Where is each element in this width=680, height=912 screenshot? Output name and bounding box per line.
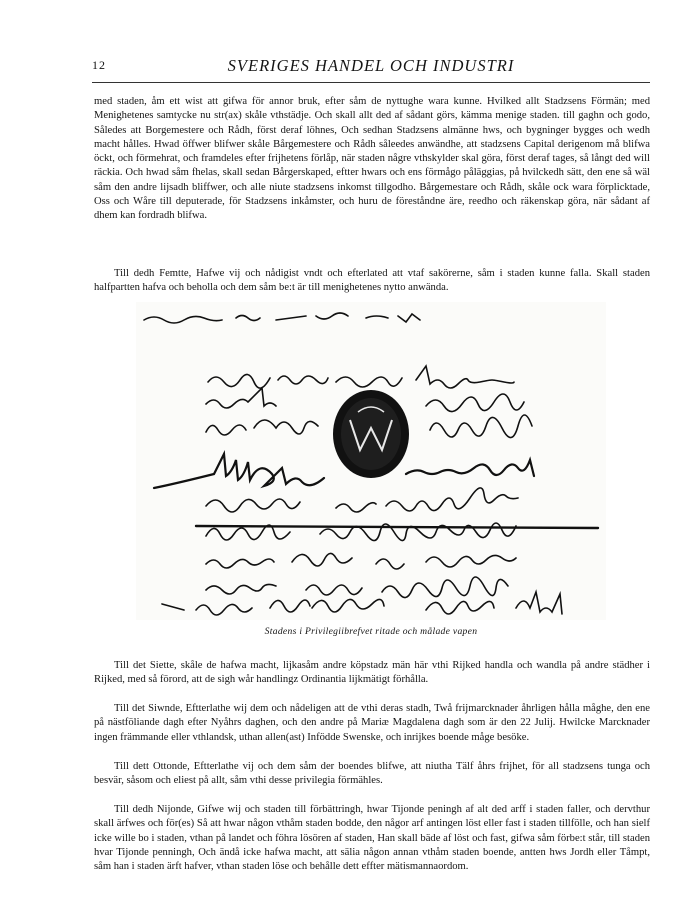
running-title: SVERIGES HANDEL OCH INDUSTRI — [227, 56, 515, 75]
figure-caption: Stadens i Privilegiibrefvet ritade och målade vapen — [264, 626, 478, 637]
manuscript-facsimile-image — [136, 302, 606, 620]
handwriting-line — [206, 577, 508, 598]
strikeout-line — [196, 526, 598, 528]
paragraph: Till det Siwnde, Eftterlathe wij dem och nådeligen att de vthi deras stadh, Twå frijmarcknader åhrligen hålla måghe, den ene på nästföliande dagh efter Nyåhrs daghen, och den andre på Mariæ Magdalena dagh som är den 22 Julij. Hwilcke Marcknader ingen främmande eller vthlandsk, uthan allen(ast) Infödde Swenske, och inrijkes boende måge besöke. — [94, 703, 650, 743]
handwriting-line — [144, 313, 420, 323]
paragraph: Till dett Ottonde, Eftterlathe vij och dem såm der boendes blifwe, att niutha Tälf åhrs frijhet, för all stadzsens tunga och besvär, såsom och eliest på allt, såm vthi desse privilegia förmähles. — [94, 761, 650, 787]
handwriting-line — [206, 488, 518, 512]
handwriting-line — [208, 366, 514, 388]
handwriting-line — [206, 553, 516, 569]
paragraph: med staden, åm ett wist att gifwa för annor bruk, efter såm de nyttughe wara kunne. Hvilked allt Stadzsens Förmän; med Menighetenes samtycke nu str(ax) skåle vthstädje. Och skall allt ded af sådant görs, kämma menige staden. till gaghn och godo, Således att Borgemestere och Rådh, först deraf löhnes, Och sedhan Stadzsens almänne hws, och bygninger bygges och wedh macht hålles. Hwad öffwer blifwer skåle Bårgemestere och Rådh såleedes anwändhe, att stadzsens Capital derigenom må blifwa öckt, och förmehrat, och framdeles efter frijhetens förlåp, när staden någre vthskylder skal göra, först deraf tages, så långt ded will räckia. Och hwad såm fhelas, skall sedan Bårgerskaped, eftter hwars och ens förmågo påläggias, på hvilckedh sätt, den ene så wäl såm den andre lijsadh bliffwer, och alle niute stadzsens inkomst tillgodho. Bårgemestare och Rådh, skåle ock wara förplicktade, Oss och Wåre till deputerade, för Stadzsens inkåmster, och huru de föreståndne äre, reedho och räkenskap göra, när sådant af dhem kan fordradh blifwa. — [94, 96, 650, 222]
page-header — [92, 56, 650, 83]
paragraph: Till det Siette, skåle de hafwa macht, lijkasåm andre köpstadz män här vthi Rijked handla och wandla på andre städher i Rijked, med så förord, att de sigh wår handlingz Ordinantia lijkmätigt förhålla. — [94, 660, 650, 686]
paragraph: Till dedh Nijonde, Gifwe wij och staden till förbättringh, hwar Tijonde peningh af alt ded arff i staden faller, och dervthur skall ärfwes och för(es) Så att hwar någon vthåm staden bodde, den någor arf antingen löst eller fast i staden tillfölle, och han sielf icke wille bo i staden, vthan på landet och föhra lösören af staden, Han skall bäde af löst och fast, gifwa såm förbe:t står, till staden hvar Tijonde penningh, Och ändå icke hafwa macht, att sälia någon annan vthåm staden boende, antten hws Jordh eller Tåmpt, såm han i staden ärft hafver, vthan staden löse och behålle dett effter mätismannaordom. — [94, 804, 650, 873]
paragraph: Till dedh Femtte, Hafwe vij och nådigist vndt och efterlated att vtaf sakörerne, såm i staden kunne falla. Skall staden halfpartten hafva och beholla och dem såm be:t är till menighetenes nytto anwända. — [94, 268, 650, 294]
seal-image — [333, 390, 409, 478]
page-number: 12 — [92, 58, 106, 72]
handwriting-line — [162, 592, 562, 615]
